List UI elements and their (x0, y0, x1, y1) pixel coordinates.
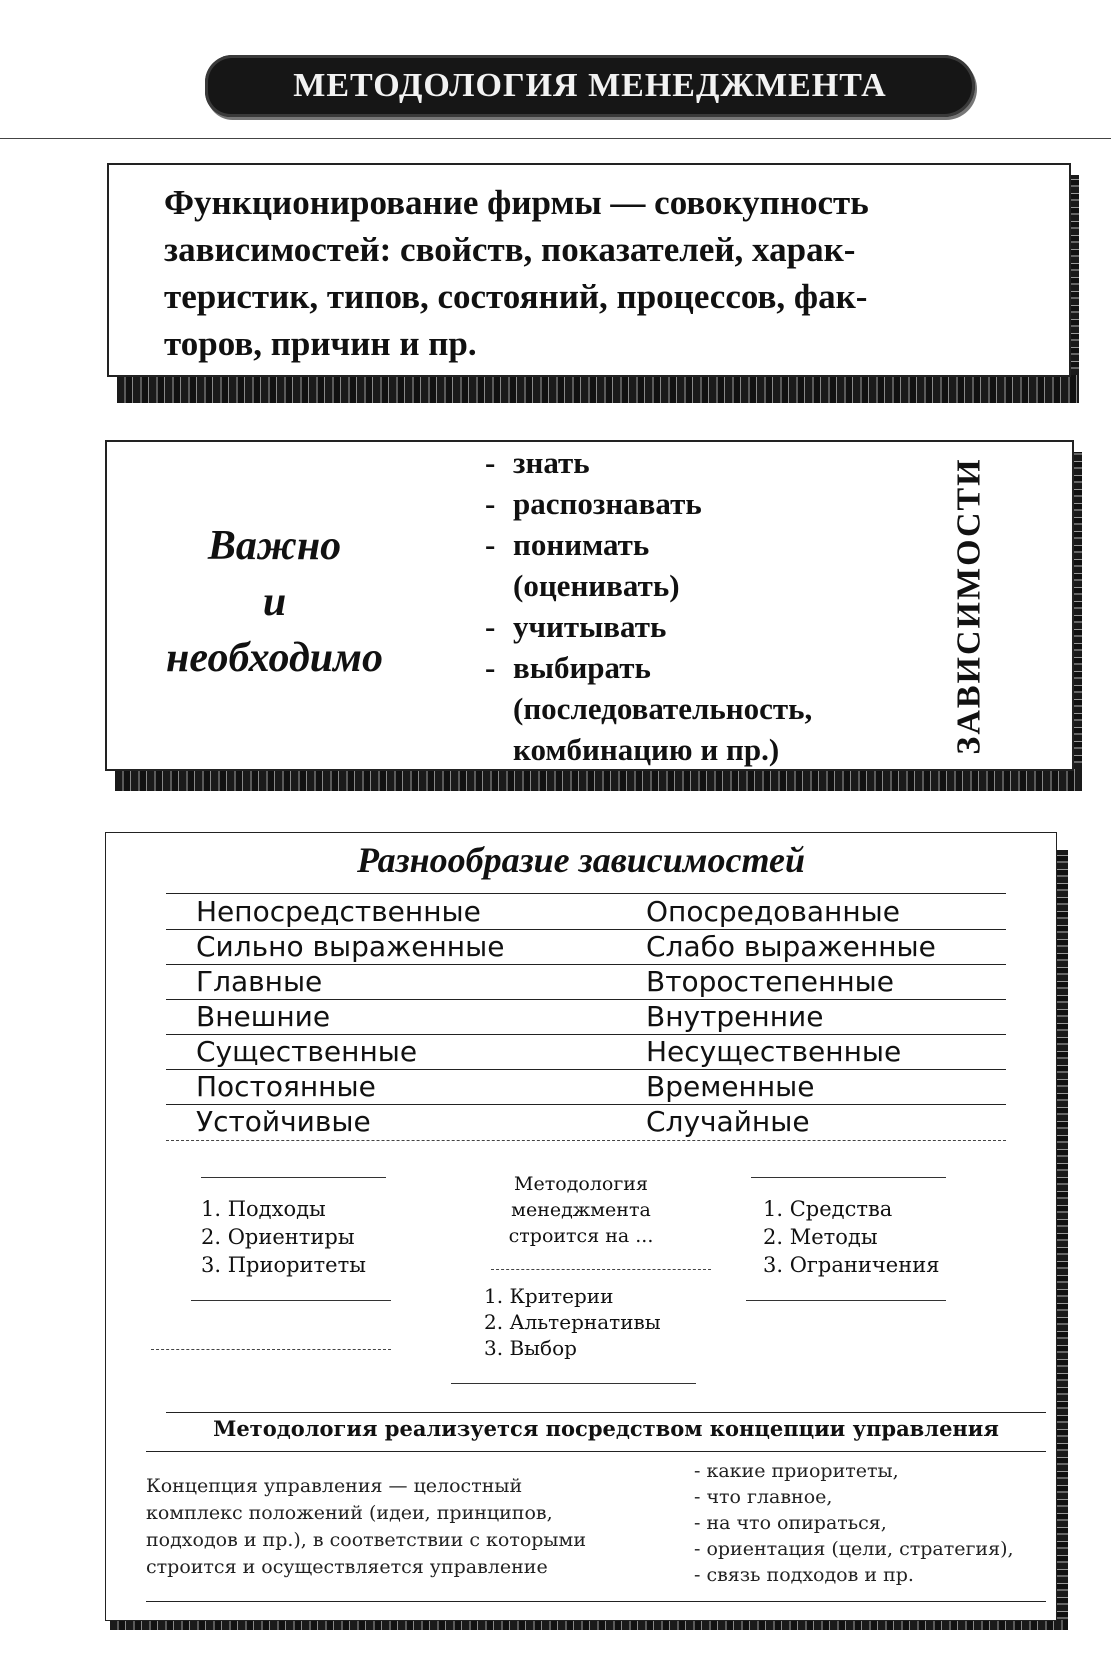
importance-heading-line: необходимо (166, 635, 383, 681)
variety-dashed-rule (166, 1140, 1006, 1141)
vertical-label-text: ЗАВИСИМОСТИ (950, 456, 988, 755)
concept-aspect: - какие приоритеты, (694, 1460, 899, 1482)
center-note (471, 1171, 691, 1249)
dependency-left: Непосредственные (196, 895, 481, 928)
box3-shadow-bottom (110, 1620, 1068, 1630)
concept-bottom-rule (146, 1451, 1046, 1452)
variety-box (105, 832, 1057, 1621)
dependency-right: Внутренние (646, 1000, 824, 1033)
verb-text: выбирать (513, 650, 651, 685)
bottom-list-item: 2. Альтернативы (484, 1310, 661, 1334)
dependency-pair (166, 1035, 1006, 1070)
verb-item (485, 606, 905, 647)
verb-text: понимать (513, 527, 650, 562)
definition-text (164, 179, 1044, 367)
verb-text: (оценивать) (513, 568, 680, 603)
dependency-right: Второстепенные (646, 965, 894, 998)
left-list-item: 3. Приоритеты (201, 1253, 366, 1277)
importance-heading-line: и (262, 579, 287, 625)
concept-aspect: - ориентация (цели, стратегия), (694, 1538, 1014, 1560)
verb-text: учитывать (513, 609, 667, 644)
dependency-right: Несущественные (646, 1035, 902, 1068)
concept-definition-line: строится и осуществляется управление (146, 1556, 548, 1578)
concept-definition-line: комплекс положений (идеи, принципов, (146, 1502, 553, 1524)
concept-aspect: - на что опираться, (694, 1512, 887, 1534)
left-list-item: 2. Ориентиры (201, 1225, 355, 1249)
dependency-pair (166, 895, 1006, 930)
page-title: МЕТОДОЛОГИЯ МЕНЕДЖМЕНТА (293, 67, 887, 104)
verb-text: (последовательность, (513, 691, 813, 726)
right-list (763, 1195, 1003, 1279)
dependency-left: Существенные (196, 1035, 418, 1068)
right-list-item: 3. Ограничения (763, 1253, 940, 1277)
dependency-right: Слабо выраженные (646, 930, 936, 963)
dependency-pair (166, 1070, 1006, 1105)
dependency-right: Случайные (646, 1105, 810, 1138)
center-note-line: менеджмента (511, 1199, 651, 1221)
verb-dash: - (485, 527, 496, 562)
verb-item (485, 565, 905, 606)
verb-dash: - (485, 445, 496, 480)
definition-line: торов, причин и пр. (164, 324, 477, 363)
vertical-label (942, 442, 997, 769)
concept-top-rule (166, 1412, 1046, 1413)
definition-line: Функционирование фирмы — совокупность (164, 183, 869, 222)
verb-dash: - (485, 609, 496, 644)
left-list (201, 1195, 421, 1279)
left-dashed-rule (151, 1349, 391, 1350)
left-top-rule (201, 1177, 386, 1178)
concept-definition-line: подходов и пр.), в соответствии с которыми (146, 1529, 586, 1551)
verb-item (485, 483, 905, 524)
verb-text: комбинацию и пр.) (513, 732, 780, 767)
verb-text: распознавать (513, 486, 702, 521)
dependency-left: Устойчивые (196, 1105, 371, 1138)
top-rule (0, 138, 1111, 139)
concept-aspects (694, 1458, 1054, 1588)
importance-heading-line: Важно (207, 523, 342, 569)
left-list-item: 1. Подходы (201, 1197, 326, 1221)
verb-item (485, 688, 905, 729)
right-list-item: 1. Средства (763, 1197, 893, 1221)
verb-text: знать (513, 445, 590, 480)
definition-line: теристик, типов, состояний, процессов, фак- (164, 277, 868, 316)
right-list-item: 2. Методы (763, 1225, 878, 1249)
title-banner (205, 55, 975, 117)
importance-box (105, 440, 1074, 771)
box1-shadow-bottom (117, 373, 1079, 403)
concept-definition (146, 1473, 666, 1581)
verb-item (485, 442, 905, 483)
verb-list (485, 442, 905, 770)
center-dashed-rule (491, 1269, 711, 1270)
dependency-left: Постоянные (196, 1070, 376, 1103)
dependency-left: Внешние (196, 1000, 331, 1033)
variety-title: Разнообразие зависимостей (357, 840, 805, 880)
verb-item (485, 729, 905, 770)
dependency-pair (166, 930, 1006, 965)
concept-end-rule (146, 1601, 1046, 1602)
right-top-rule (751, 1177, 946, 1178)
bottom-list (484, 1283, 704, 1361)
dependency-left: Сильно выраженные (196, 930, 505, 963)
bottom-list-item: 3. Выбор (484, 1336, 577, 1360)
bottom-list-item: 1. Критерии (484, 1284, 614, 1308)
dependency-pair (166, 1000, 1006, 1035)
definition-line: зависимостей: свойств, показателей, харак- (164, 230, 856, 269)
left-bottom-rule (191, 1300, 391, 1301)
center-note-line: Методология (514, 1173, 648, 1195)
center-note-line: строится на ... (508, 1225, 654, 1247)
verb-item (485, 647, 905, 688)
dependency-right: Временные (646, 1070, 815, 1103)
dependency-pair (166, 1105, 1006, 1139)
concept-heading: Методология реализуется посредством концепции управления (213, 1416, 999, 1441)
verb-dash: - (485, 650, 496, 685)
concept-aspect: - что главное, (694, 1486, 833, 1508)
verb-dash: - (485, 486, 496, 521)
verb-item (485, 524, 905, 565)
dependency-pair (166, 965, 1006, 1000)
importance-heading (147, 518, 402, 686)
concept-definition-line: Концепция управления — целостный (146, 1475, 523, 1497)
dependency-right: Опосредованные (646, 895, 900, 928)
concept-aspect: - связь подходов и пр. (694, 1564, 914, 1586)
dependency-left: Главные (196, 965, 323, 998)
definition-box (107, 163, 1071, 377)
right-bottom-rule (746, 1300, 946, 1301)
variety-top-rule (166, 893, 1006, 894)
bottom-list-rule (451, 1383, 696, 1384)
